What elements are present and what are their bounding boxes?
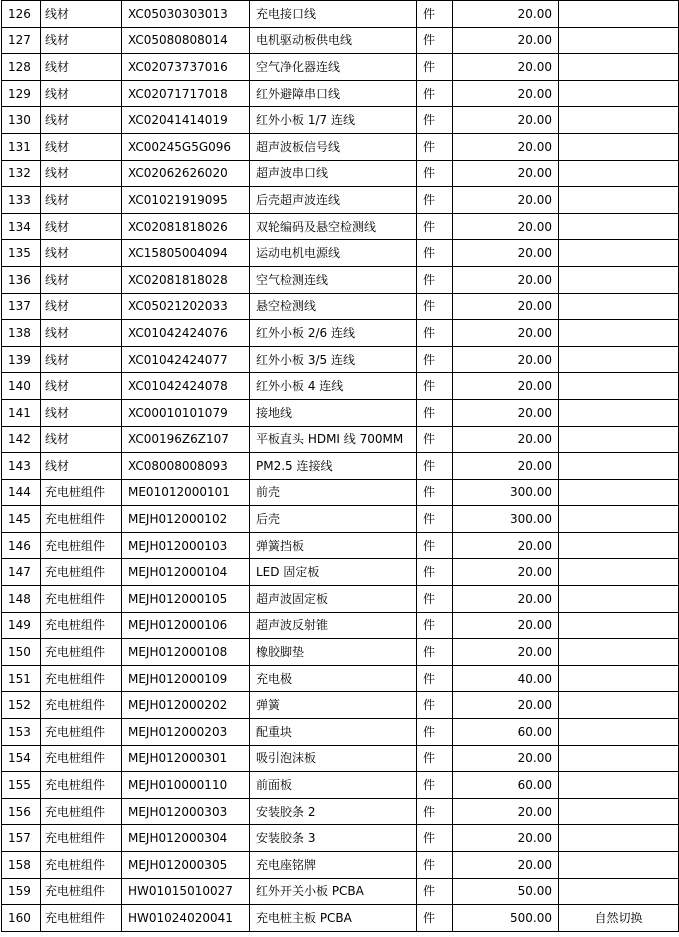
- unit-cell: 件: [417, 373, 453, 400]
- part-code-cell: XC01042424077: [122, 346, 250, 373]
- part-name-cell: 前壳: [250, 479, 417, 506]
- row-number: 148: [2, 586, 41, 613]
- part-name-cell: 红外小板 1/7 连线: [250, 107, 417, 134]
- part-code-cell: XC02071717018: [122, 80, 250, 107]
- price-cell: 20.00: [453, 293, 559, 320]
- price-cell: 20.00: [453, 586, 559, 613]
- category-cell: 充电桩组件: [41, 772, 122, 799]
- category-cell: 充电桩组件: [41, 612, 122, 639]
- row-number: 130: [2, 107, 41, 134]
- table-row: [2, 905, 679, 932]
- row-number: 159: [2, 878, 41, 905]
- price-cell: 20.00: [453, 54, 559, 81]
- row-number: 126: [2, 1, 41, 28]
- part-name-cell: 充电极: [250, 665, 417, 692]
- note-cell: [559, 426, 679, 453]
- part-name-cell: 后壳: [250, 506, 417, 533]
- table-row: [2, 878, 679, 905]
- table-row: [2, 346, 679, 373]
- price-cell: 20.00: [453, 133, 559, 160]
- note-cell: [559, 772, 679, 799]
- row-number: 160: [2, 905, 41, 932]
- part-code-cell: MEJH012000303: [122, 798, 250, 825]
- category-cell: 线材: [41, 346, 122, 373]
- note-cell: [559, 346, 679, 373]
- part-name-cell: 后壳超声波连线: [250, 187, 417, 214]
- price-cell: 20.00: [453, 80, 559, 107]
- table-row: [2, 266, 679, 293]
- price-cell: 20.00: [453, 692, 559, 719]
- category-cell: 线材: [41, 373, 122, 400]
- part-code-cell: XC08008008093: [122, 453, 250, 480]
- table-row: [2, 426, 679, 453]
- unit-cell: 件: [417, 559, 453, 586]
- price-cell: 20.00: [453, 453, 559, 480]
- unit-cell: 件: [417, 213, 453, 240]
- price-cell: 20.00: [453, 160, 559, 187]
- price-cell: 500.00: [453, 905, 559, 932]
- row-number: 138: [2, 320, 41, 347]
- part-name-cell: 空气净化器连线: [250, 54, 417, 81]
- part-name-cell: 橡胶脚垫: [250, 639, 417, 666]
- note-cell: [559, 187, 679, 214]
- unit-cell: 件: [417, 54, 453, 81]
- row-number: 139: [2, 346, 41, 373]
- price-cell: 20.00: [453, 27, 559, 54]
- note-cell: [559, 240, 679, 267]
- table-row: [2, 559, 679, 586]
- row-number: 128: [2, 54, 41, 81]
- part-code-cell: XC02081818026: [122, 213, 250, 240]
- category-cell: 线材: [41, 240, 122, 267]
- part-name-cell: 前面板: [250, 772, 417, 799]
- unit-cell: 件: [417, 1, 453, 28]
- note-cell: [559, 798, 679, 825]
- category-cell: 线材: [41, 293, 122, 320]
- unit-cell: 件: [417, 506, 453, 533]
- note-cell: [559, 639, 679, 666]
- part-code-cell: XC01021919095: [122, 187, 250, 214]
- category-cell: 充电桩组件: [41, 665, 122, 692]
- row-number: 127: [2, 27, 41, 54]
- row-number: 133: [2, 187, 41, 214]
- price-cell: 20.00: [453, 852, 559, 879]
- table-row: [2, 719, 679, 746]
- part-name-cell: 超声波板信号线: [250, 133, 417, 160]
- unit-cell: 件: [417, 745, 453, 772]
- table-row: [2, 133, 679, 160]
- unit-cell: 件: [417, 852, 453, 879]
- part-name-cell: 平板直头 HDMI 线 700MM: [250, 426, 417, 453]
- row-number: 153: [2, 719, 41, 746]
- category-cell: 充电桩组件: [41, 878, 122, 905]
- category-cell: 线材: [41, 80, 122, 107]
- part-name-cell: 空气检测连线: [250, 266, 417, 293]
- category-cell: 线材: [41, 187, 122, 214]
- row-number: 136: [2, 266, 41, 293]
- note-cell: [559, 586, 679, 613]
- note-cell: [559, 54, 679, 81]
- note-cell: [559, 745, 679, 772]
- part-code-cell: MEJH012000304: [122, 825, 250, 852]
- category-cell: 充电桩组件: [41, 586, 122, 613]
- row-number: 147: [2, 559, 41, 586]
- table-row: [2, 54, 679, 81]
- part-code-cell: XC02041414019: [122, 107, 250, 134]
- part-name-cell: 充电座铭牌: [250, 852, 417, 879]
- unit-cell: 件: [417, 107, 453, 134]
- price-cell: 20.00: [453, 798, 559, 825]
- category-cell: 线材: [41, 426, 122, 453]
- unit-cell: 件: [417, 905, 453, 932]
- unit-cell: 件: [417, 426, 453, 453]
- price-cell: 20.00: [453, 373, 559, 400]
- unit-cell: 件: [417, 453, 453, 480]
- price-cell: 20.00: [453, 426, 559, 453]
- part-code-cell: MEJH010000110: [122, 772, 250, 799]
- category-cell: 线材: [41, 266, 122, 293]
- unit-cell: 件: [417, 320, 453, 347]
- note-cell: [559, 532, 679, 559]
- category-cell: 充电桩组件: [41, 559, 122, 586]
- price-cell: 50.00: [453, 878, 559, 905]
- part-code-cell: MEJH012000106: [122, 612, 250, 639]
- note-cell: [559, 479, 679, 506]
- category-cell: 充电桩组件: [41, 532, 122, 559]
- note-cell: [559, 107, 679, 134]
- table-row: [2, 373, 679, 400]
- category-cell: 充电桩组件: [41, 905, 122, 932]
- part-code-cell: XC05021202033: [122, 293, 250, 320]
- category-cell: 线材: [41, 54, 122, 81]
- table-row: [2, 772, 679, 799]
- row-number: 158: [2, 852, 41, 879]
- part-name-cell: 充电桩主板 PCBA: [250, 905, 417, 932]
- row-number: 152: [2, 692, 41, 719]
- unit-cell: 件: [417, 133, 453, 160]
- row-number: 140: [2, 373, 41, 400]
- table-row: [2, 692, 679, 719]
- table-row: [2, 798, 679, 825]
- part-code-cell: XC01042424078: [122, 373, 250, 400]
- note-cell: [559, 1, 679, 28]
- table-row: [2, 160, 679, 187]
- note-cell: [559, 453, 679, 480]
- unit-cell: 件: [417, 825, 453, 852]
- category-cell: 充电桩组件: [41, 719, 122, 746]
- price-cell: 20.00: [453, 266, 559, 293]
- row-number: 141: [2, 399, 41, 426]
- category-cell: 线材: [41, 107, 122, 134]
- part-code-cell: MEJH012000104: [122, 559, 250, 586]
- price-cell: 20.00: [453, 399, 559, 426]
- note-cell: [559, 852, 679, 879]
- table-row: [2, 293, 679, 320]
- part-name-cell: LED 固定板: [250, 559, 417, 586]
- price-cell: 20.00: [453, 240, 559, 267]
- unit-cell: 件: [417, 665, 453, 692]
- part-name-cell: 安装胶条 2: [250, 798, 417, 825]
- part-name-cell: 悬空检测线: [250, 293, 417, 320]
- table-body: [2, 1, 679, 932]
- price-cell: 20.00: [453, 612, 559, 639]
- table-row: [2, 399, 679, 426]
- part-code-cell: XC15805004094: [122, 240, 250, 267]
- unit-cell: 件: [417, 346, 453, 373]
- note-cell: [559, 320, 679, 347]
- part-name-cell: 超声波固定板: [250, 586, 417, 613]
- category-cell: 线材: [41, 133, 122, 160]
- part-name-cell: 接地线: [250, 399, 417, 426]
- row-number: 156: [2, 798, 41, 825]
- part-name-cell: 红外小板 3/5 连线: [250, 346, 417, 373]
- part-code-cell: MEJH012000105: [122, 586, 250, 613]
- category-cell: 充电桩组件: [41, 825, 122, 852]
- price-cell: 300.00: [453, 479, 559, 506]
- note-cell: [559, 719, 679, 746]
- category-cell: 线材: [41, 320, 122, 347]
- note-cell: [559, 878, 679, 905]
- note-cell: [559, 825, 679, 852]
- row-number: 131: [2, 133, 41, 160]
- row-number: 151: [2, 665, 41, 692]
- table-row: [2, 320, 679, 347]
- unit-cell: 件: [417, 266, 453, 293]
- part-name-cell: 红外开关小板 PCBA: [250, 878, 417, 905]
- part-name-cell: 双轮编码及悬空检测线: [250, 213, 417, 240]
- note-cell: [559, 293, 679, 320]
- part-name-cell: 红外小板 4 连线: [250, 373, 417, 400]
- price-cell: 20.00: [453, 639, 559, 666]
- unit-cell: 件: [417, 240, 453, 267]
- table-row: [2, 506, 679, 533]
- table-row: [2, 852, 679, 879]
- price-cell: 20.00: [453, 559, 559, 586]
- note-cell: [559, 399, 679, 426]
- note-cell: [559, 665, 679, 692]
- table-row: [2, 612, 679, 639]
- part-code-cell: XC00245G5G096: [122, 133, 250, 160]
- category-cell: 线材: [41, 1, 122, 28]
- category-cell: 充电桩组件: [41, 479, 122, 506]
- note-cell: [559, 266, 679, 293]
- price-cell: 20.00: [453, 1, 559, 28]
- part-code-cell: MEJH012000108: [122, 639, 250, 666]
- note-cell: [559, 559, 679, 586]
- category-cell: 充电桩组件: [41, 798, 122, 825]
- category-cell: 线材: [41, 213, 122, 240]
- unit-cell: 件: [417, 293, 453, 320]
- part-code-cell: MEJH012000202: [122, 692, 250, 719]
- table-row: [2, 240, 679, 267]
- row-number: 135: [2, 240, 41, 267]
- note-cell: [559, 27, 679, 54]
- part-name-cell: 超声波反射锥: [250, 612, 417, 639]
- part-name-cell: 配重块: [250, 719, 417, 746]
- unit-cell: 件: [417, 612, 453, 639]
- note-cell: [559, 80, 679, 107]
- part-code-cell: XC05080808014: [122, 27, 250, 54]
- unit-cell: 件: [417, 532, 453, 559]
- unit-cell: 件: [417, 692, 453, 719]
- row-number: 144: [2, 479, 41, 506]
- unit-cell: 件: [417, 399, 453, 426]
- note-cell: [559, 133, 679, 160]
- table-row: [2, 665, 679, 692]
- part-code-cell: XC05030303013: [122, 1, 250, 28]
- part-code-cell: MEJH012000102: [122, 506, 250, 533]
- part-name-cell: 弹簧: [250, 692, 417, 719]
- part-name-cell: 红外避障串口线: [250, 80, 417, 107]
- price-cell: 20.00: [453, 346, 559, 373]
- part-code-cell: ME01012000101: [122, 479, 250, 506]
- part-code-cell: MEJH012000103: [122, 532, 250, 559]
- price-cell: 300.00: [453, 506, 559, 533]
- unit-cell: 件: [417, 878, 453, 905]
- note-cell: [559, 612, 679, 639]
- part-name-cell: 运动电机电源线: [250, 240, 417, 267]
- category-cell: 线材: [41, 453, 122, 480]
- part-code-cell: MEJH012000305: [122, 852, 250, 879]
- table-row: [2, 453, 679, 480]
- category-cell: 充电桩组件: [41, 745, 122, 772]
- unit-cell: 件: [417, 27, 453, 54]
- row-number: 137: [2, 293, 41, 320]
- price-cell: 20.00: [453, 320, 559, 347]
- category-cell: 线材: [41, 27, 122, 54]
- part-code-cell: HW01015010027: [122, 878, 250, 905]
- table-row: [2, 107, 679, 134]
- price-cell: 40.00: [453, 665, 559, 692]
- table-row: [2, 745, 679, 772]
- unit-cell: 件: [417, 798, 453, 825]
- category-cell: 充电桩组件: [41, 852, 122, 879]
- unit-cell: 件: [417, 639, 453, 666]
- table-row: [2, 27, 679, 54]
- price-cell: 20.00: [453, 825, 559, 852]
- part-code-cell: MEJH012000109: [122, 665, 250, 692]
- price-cell: 20.00: [453, 213, 559, 240]
- part-name-cell: 红外小板 2/6 连线: [250, 320, 417, 347]
- table-row: [2, 80, 679, 107]
- row-number: 157: [2, 825, 41, 852]
- parts-price-table: [1, 0, 679, 932]
- note-cell: 自然切换: [559, 905, 679, 932]
- part-code-cell: XC00196Z6Z107: [122, 426, 250, 453]
- row-number: 132: [2, 160, 41, 187]
- note-cell: [559, 373, 679, 400]
- part-name-cell: 超声波串口线: [250, 160, 417, 187]
- unit-cell: 件: [417, 772, 453, 799]
- row-number: 143: [2, 453, 41, 480]
- table-row: [2, 1, 679, 28]
- unit-cell: 件: [417, 187, 453, 214]
- part-code-cell: XC00010101079: [122, 399, 250, 426]
- category-cell: 充电桩组件: [41, 506, 122, 533]
- price-cell: 20.00: [453, 745, 559, 772]
- row-number: 149: [2, 612, 41, 639]
- note-cell: [559, 506, 679, 533]
- part-name-cell: 弹簧挡板: [250, 532, 417, 559]
- part-name-cell: 吸引泡沫板: [250, 745, 417, 772]
- table-row: [2, 532, 679, 559]
- price-cell: 60.00: [453, 719, 559, 746]
- part-code-cell: XC02073737016: [122, 54, 250, 81]
- category-cell: 充电桩组件: [41, 639, 122, 666]
- part-code-cell: MEJH012000203: [122, 719, 250, 746]
- row-number: 154: [2, 745, 41, 772]
- note-cell: [559, 213, 679, 240]
- category-cell: 线材: [41, 160, 122, 187]
- row-number: 150: [2, 639, 41, 666]
- table-row: [2, 825, 679, 852]
- row-number: 146: [2, 532, 41, 559]
- part-code-cell: MEJH012000301: [122, 745, 250, 772]
- row-number: 142: [2, 426, 41, 453]
- price-cell: 60.00: [453, 772, 559, 799]
- unit-cell: 件: [417, 586, 453, 613]
- unit-cell: 件: [417, 719, 453, 746]
- table-row: [2, 187, 679, 214]
- price-cell: 20.00: [453, 532, 559, 559]
- table-row: [2, 586, 679, 613]
- table-row: [2, 213, 679, 240]
- part-code-cell: XC02081818028: [122, 266, 250, 293]
- row-number: 134: [2, 213, 41, 240]
- row-number: 155: [2, 772, 41, 799]
- part-code-cell: HW01024020041: [122, 905, 250, 932]
- note-cell: [559, 160, 679, 187]
- part-code-cell: XC01042424076: [122, 320, 250, 347]
- unit-cell: 件: [417, 479, 453, 506]
- row-number: 129: [2, 80, 41, 107]
- part-name-cell: 充电接口线: [250, 1, 417, 28]
- table-row: [2, 639, 679, 666]
- part-name-cell: PM2.5 连接线: [250, 453, 417, 480]
- category-cell: 充电桩组件: [41, 692, 122, 719]
- part-code-cell: XC02062626020: [122, 160, 250, 187]
- part-name-cell: 安装胶条 3: [250, 825, 417, 852]
- unit-cell: 件: [417, 160, 453, 187]
- price-cell: 20.00: [453, 187, 559, 214]
- row-number: 145: [2, 506, 41, 533]
- note-cell: [559, 692, 679, 719]
- part-name-cell: 电机驱动板供电线: [250, 27, 417, 54]
- table-row: [2, 479, 679, 506]
- unit-cell: 件: [417, 80, 453, 107]
- price-cell: 20.00: [453, 107, 559, 134]
- category-cell: 线材: [41, 399, 122, 426]
